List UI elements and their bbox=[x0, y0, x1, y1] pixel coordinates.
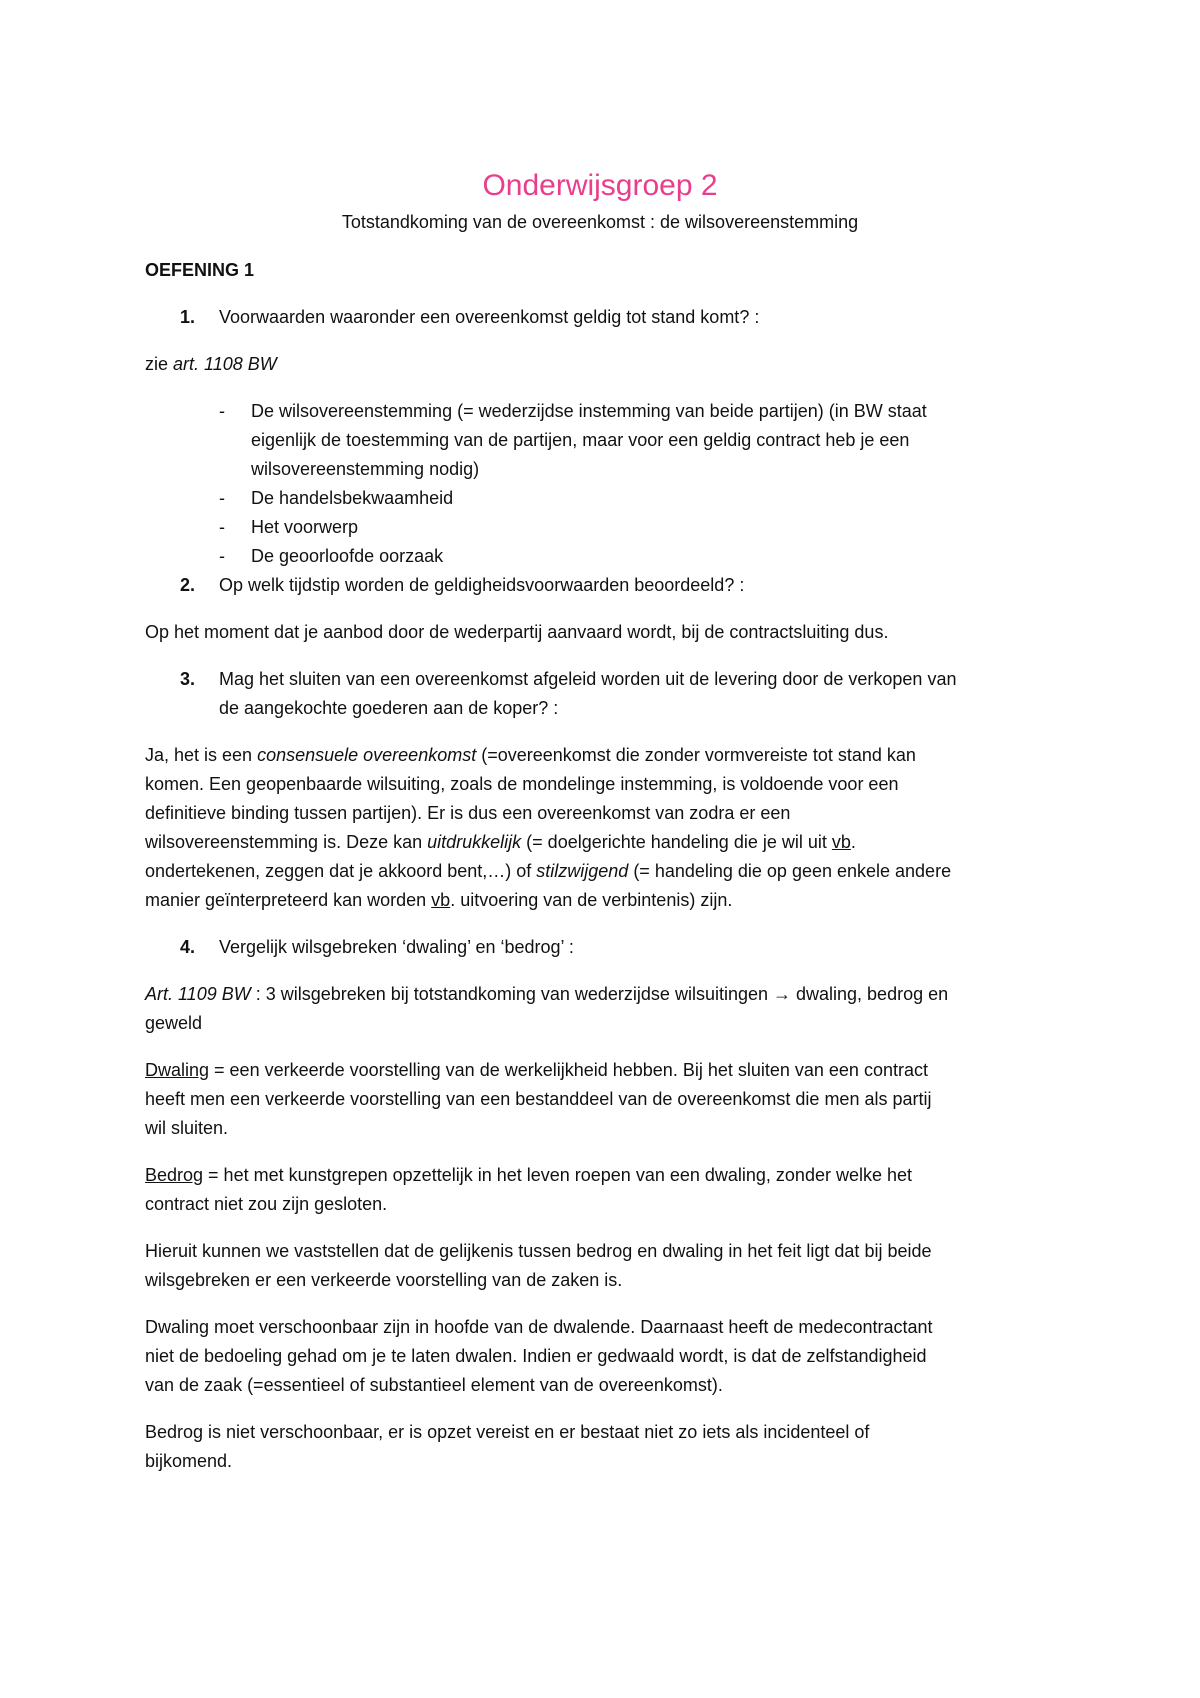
answer-3-line: wilsovereenstemming is. Deze kan uitdrukkelijk (= doelgerichte handeling die je wil uit vb. bbox=[145, 832, 856, 852]
question-3-text: de aangekochte goederen aan de koper? : bbox=[219, 698, 559, 718]
bullet-line: De geoorloofde oorzaak bbox=[251, 546, 444, 566]
bullet-dash: - bbox=[219, 488, 225, 508]
arrow-right-icon: → bbox=[773, 984, 791, 1004]
dwaling-definition: wil sluiten. bbox=[145, 1118, 229, 1138]
answer-4-paragraph: Art. 1109 BW : 3 wilsgebreken bij totstandkoming van wederzijdse wilsuitingen → dwaling, bedrog en bbox=[145, 984, 949, 1004]
bullet-line: eigenlijk de toestemming van de partijen, maar voor een geldig contract heb je een bbox=[251, 430, 910, 450]
bullet-dash: - bbox=[219, 401, 225, 421]
dwaling-definition: Dwaling = een verkeerde voorstelling van de werkelijkheid hebben. Bij het sluiten van een contract bbox=[145, 1060, 928, 1080]
dwaling-paragraph: niet de bedoeling gehad om je te laten dwalen. Indien er gedwaald wordt, is dat de zelfstandigheid bbox=[145, 1346, 927, 1366]
document-title: Onderwijsgroep 2 bbox=[482, 169, 718, 202]
question-1-text: Voorwaarden waaronder een overeenkomst geldig tot stand komt? : bbox=[219, 307, 760, 327]
question-4-number: 4. bbox=[180, 937, 196, 957]
question-3-number: 3. bbox=[180, 669, 196, 689]
bullet-line: De wilsovereenstemming (= wederzijdse instemming van beide partijen) (in BW staat bbox=[251, 401, 927, 421]
answer-3-line: komen. Een geopenbaarde wilsuiting, zoals de mondelinge instemming, is voldoende voor een bbox=[145, 774, 899, 794]
bedrog-definition: contract niet zou zijn gesloten. bbox=[145, 1194, 388, 1214]
answer-3-line: manier geïnterpreteerd kan worden vb. uitvoering van de verbintenis) zijn. bbox=[145, 890, 733, 910]
bedrog-paragraph: Bedrog is niet verschoonbaar, er is opzet vereist en er bestaat niet zo iets als incidenteel of bbox=[145, 1422, 870, 1442]
bullet-line: wilsovereenstemming nodig) bbox=[251, 459, 480, 479]
answer-1-reference: zie art. 1108 BW bbox=[145, 354, 277, 374]
question-2-text: Op welk tijdstip worden de geldigheidsvoorwaarden beoordeeld? : bbox=[219, 575, 745, 595]
dwaling-paragraph: van de zaak (=essentieel of substantieel element van de overeenkomst). bbox=[145, 1375, 723, 1395]
bullet-dash: - bbox=[219, 517, 225, 537]
comparison-paragraph: Hieruit kunnen we vaststellen dat de gelijkenis tussen bedrog en dwaling in het feit ligt dat bij beide bbox=[145, 1241, 932, 1261]
bullet-line: Het voorwerp bbox=[251, 517, 359, 537]
question-1-number: 1. bbox=[180, 307, 196, 327]
answer-3-line: ondertekenen, zeggen dat je akkoord bent,…) of stilzwijgend (= handeling die op geen enkele andere bbox=[145, 861, 952, 881]
dwaling-definition: heeft men een verkeerde voorstelling van een bestanddeel van de overeenkomst die men als partij bbox=[145, 1089, 932, 1109]
bullet-dash: - bbox=[219, 546, 225, 566]
bedrog-paragraph: bijkomend. bbox=[145, 1451, 233, 1471]
answer-3-line: definitieve binding tussen partijen). Er is dus een overeenkomst van zodra er een bbox=[145, 803, 791, 823]
document-subtitle: Totstandkoming van de overeenkomst : de wilsovereenstemming bbox=[341, 212, 859, 232]
comparison-paragraph: wilsgebreken er een verkeerde voorstelling van de zaken is. bbox=[145, 1270, 623, 1290]
answer-3-line: Ja, het is een consensuele overeenkomst (=overeenkomst die zonder vormvereiste tot stand kan bbox=[145, 745, 916, 765]
bedrog-definition: Bedrog = het met kunstgrepen opzettelijk in het leven roepen van een dwaling, zonder welke het bbox=[145, 1165, 912, 1185]
question-3-text: Mag het sluiten van een overeenkomst afgeleid worden uit de levering door de verkopen van bbox=[219, 669, 957, 689]
answer-4-paragraph: geweld bbox=[145, 1013, 203, 1033]
question-4-text: Vergelijk wilsgebreken ‘dwaling’ en ‘bedrog’ : bbox=[219, 937, 574, 957]
question-2-number: 2. bbox=[180, 575, 196, 595]
exercise-heading: OEFENING 1 bbox=[145, 260, 255, 280]
bullet-line: De handelsbekwaamheid bbox=[251, 488, 454, 508]
dwaling-paragraph: Dwaling moet verschoonbaar zijn in hoofde van de dwalende. Daarnaast heeft de medecontractant bbox=[145, 1317, 933, 1337]
answer-2: Op het moment dat je aanbod door de wederpartij aanvaard wordt, bij de contractsluiting dus. bbox=[145, 622, 889, 642]
